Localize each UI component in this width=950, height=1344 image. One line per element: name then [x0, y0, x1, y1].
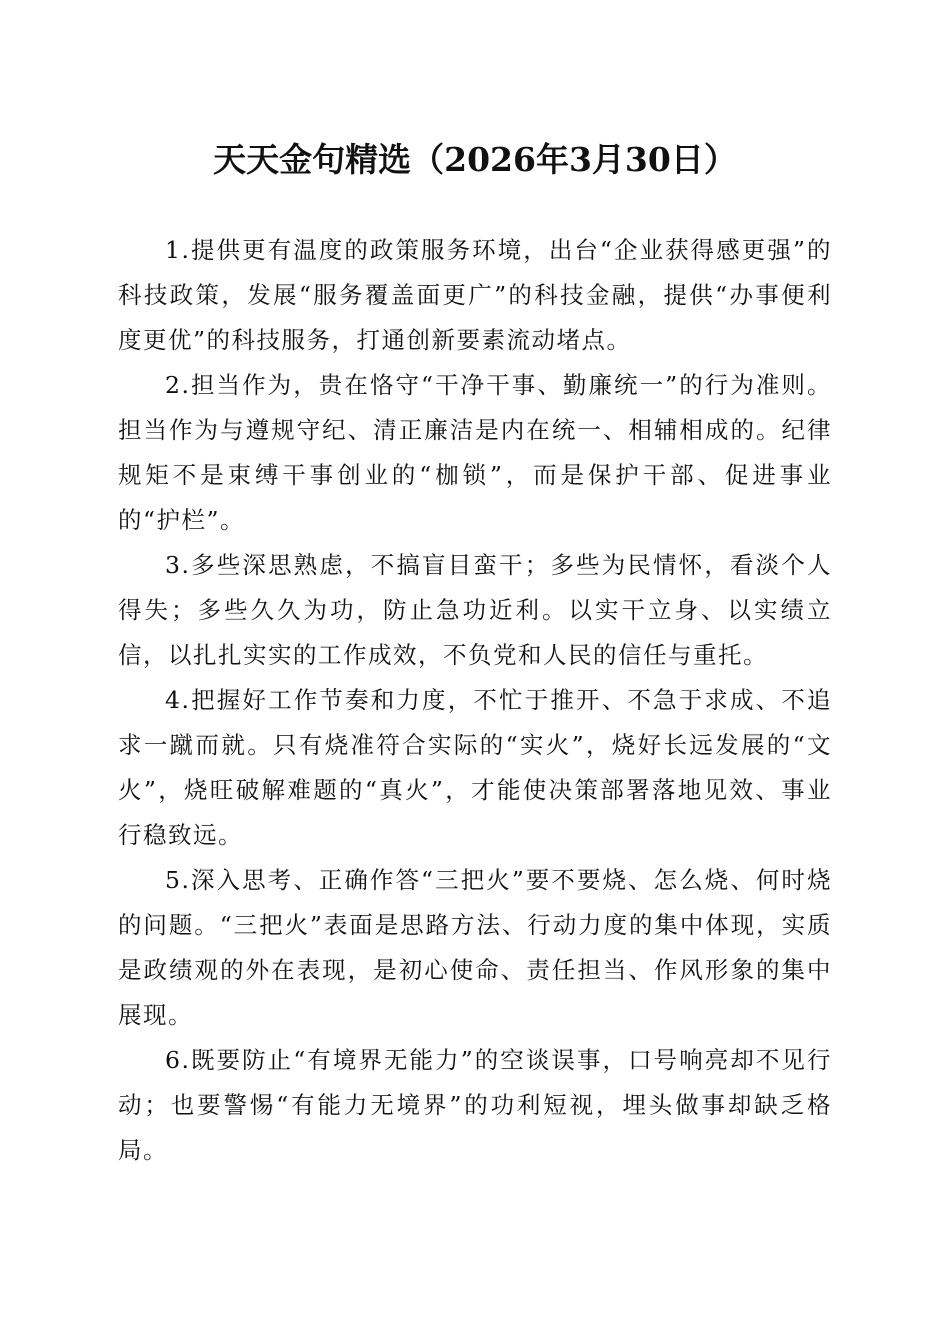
- document-body: [118, 228, 832, 1173]
- paragraph-1: 1.提供更有温度的政策服务环境，出台“企业获得感更强”的科技政策，发展“服务覆盖面更广”的科技金融，提供“办事便利度更优”的科技服务，打通创新要素流动堵点。: [118, 236, 832, 354]
- paragraph-6: 6.既要防止“有境界无能力”的空谈误事，口号响亮却不见行动；也要警惕“有能力无境界”的功利短视，埋头做事却缺乏格局。: [118, 1046, 832, 1164]
- paragraph-4: 4.把握好工作节奏和力度，不忙于推开、不急于求成、不追求一蹴而就。只有烧准符合实际的“实火”，烧好长远发展的“文火”，烧旺破解难题的“真火”，才能使决策部署落地见效、事业行稳致远。: [118, 686, 832, 849]
- document-title: 天天金句精选（2026年3月30日）: [213, 140, 737, 179]
- paragraph-3: 3.多些深思熟虑，不搞盲目蛮干；多些为民情怀，看淡个人得失；多些久久为功，防止急功近利。以实干立身、以实绩立信，以扎扎实实的工作成效，不负党和人民的信任与重托。: [118, 551, 832, 669]
- paragraph-2: 2.担当作为，贵在恪守“干净干事、勤廉统一”的行为准则。担当作为与遵规守纪、清正廉洁是内在统一、相辅相成的。纪律规矩不是束缚干事创业的“枷锁”，而是保护干部、促进事业的“护栏”。: [118, 371, 832, 534]
- paragraph-5: 5.深入思考、正确作答“三把火”要不要烧、怎么烧、何时烧的问题。“三把火”表面是思路方法、行动力度的集中体现，实质是政绩观的外在表现，是初心使命、责任担当、作风形象的集中展现。: [118, 866, 832, 1029]
